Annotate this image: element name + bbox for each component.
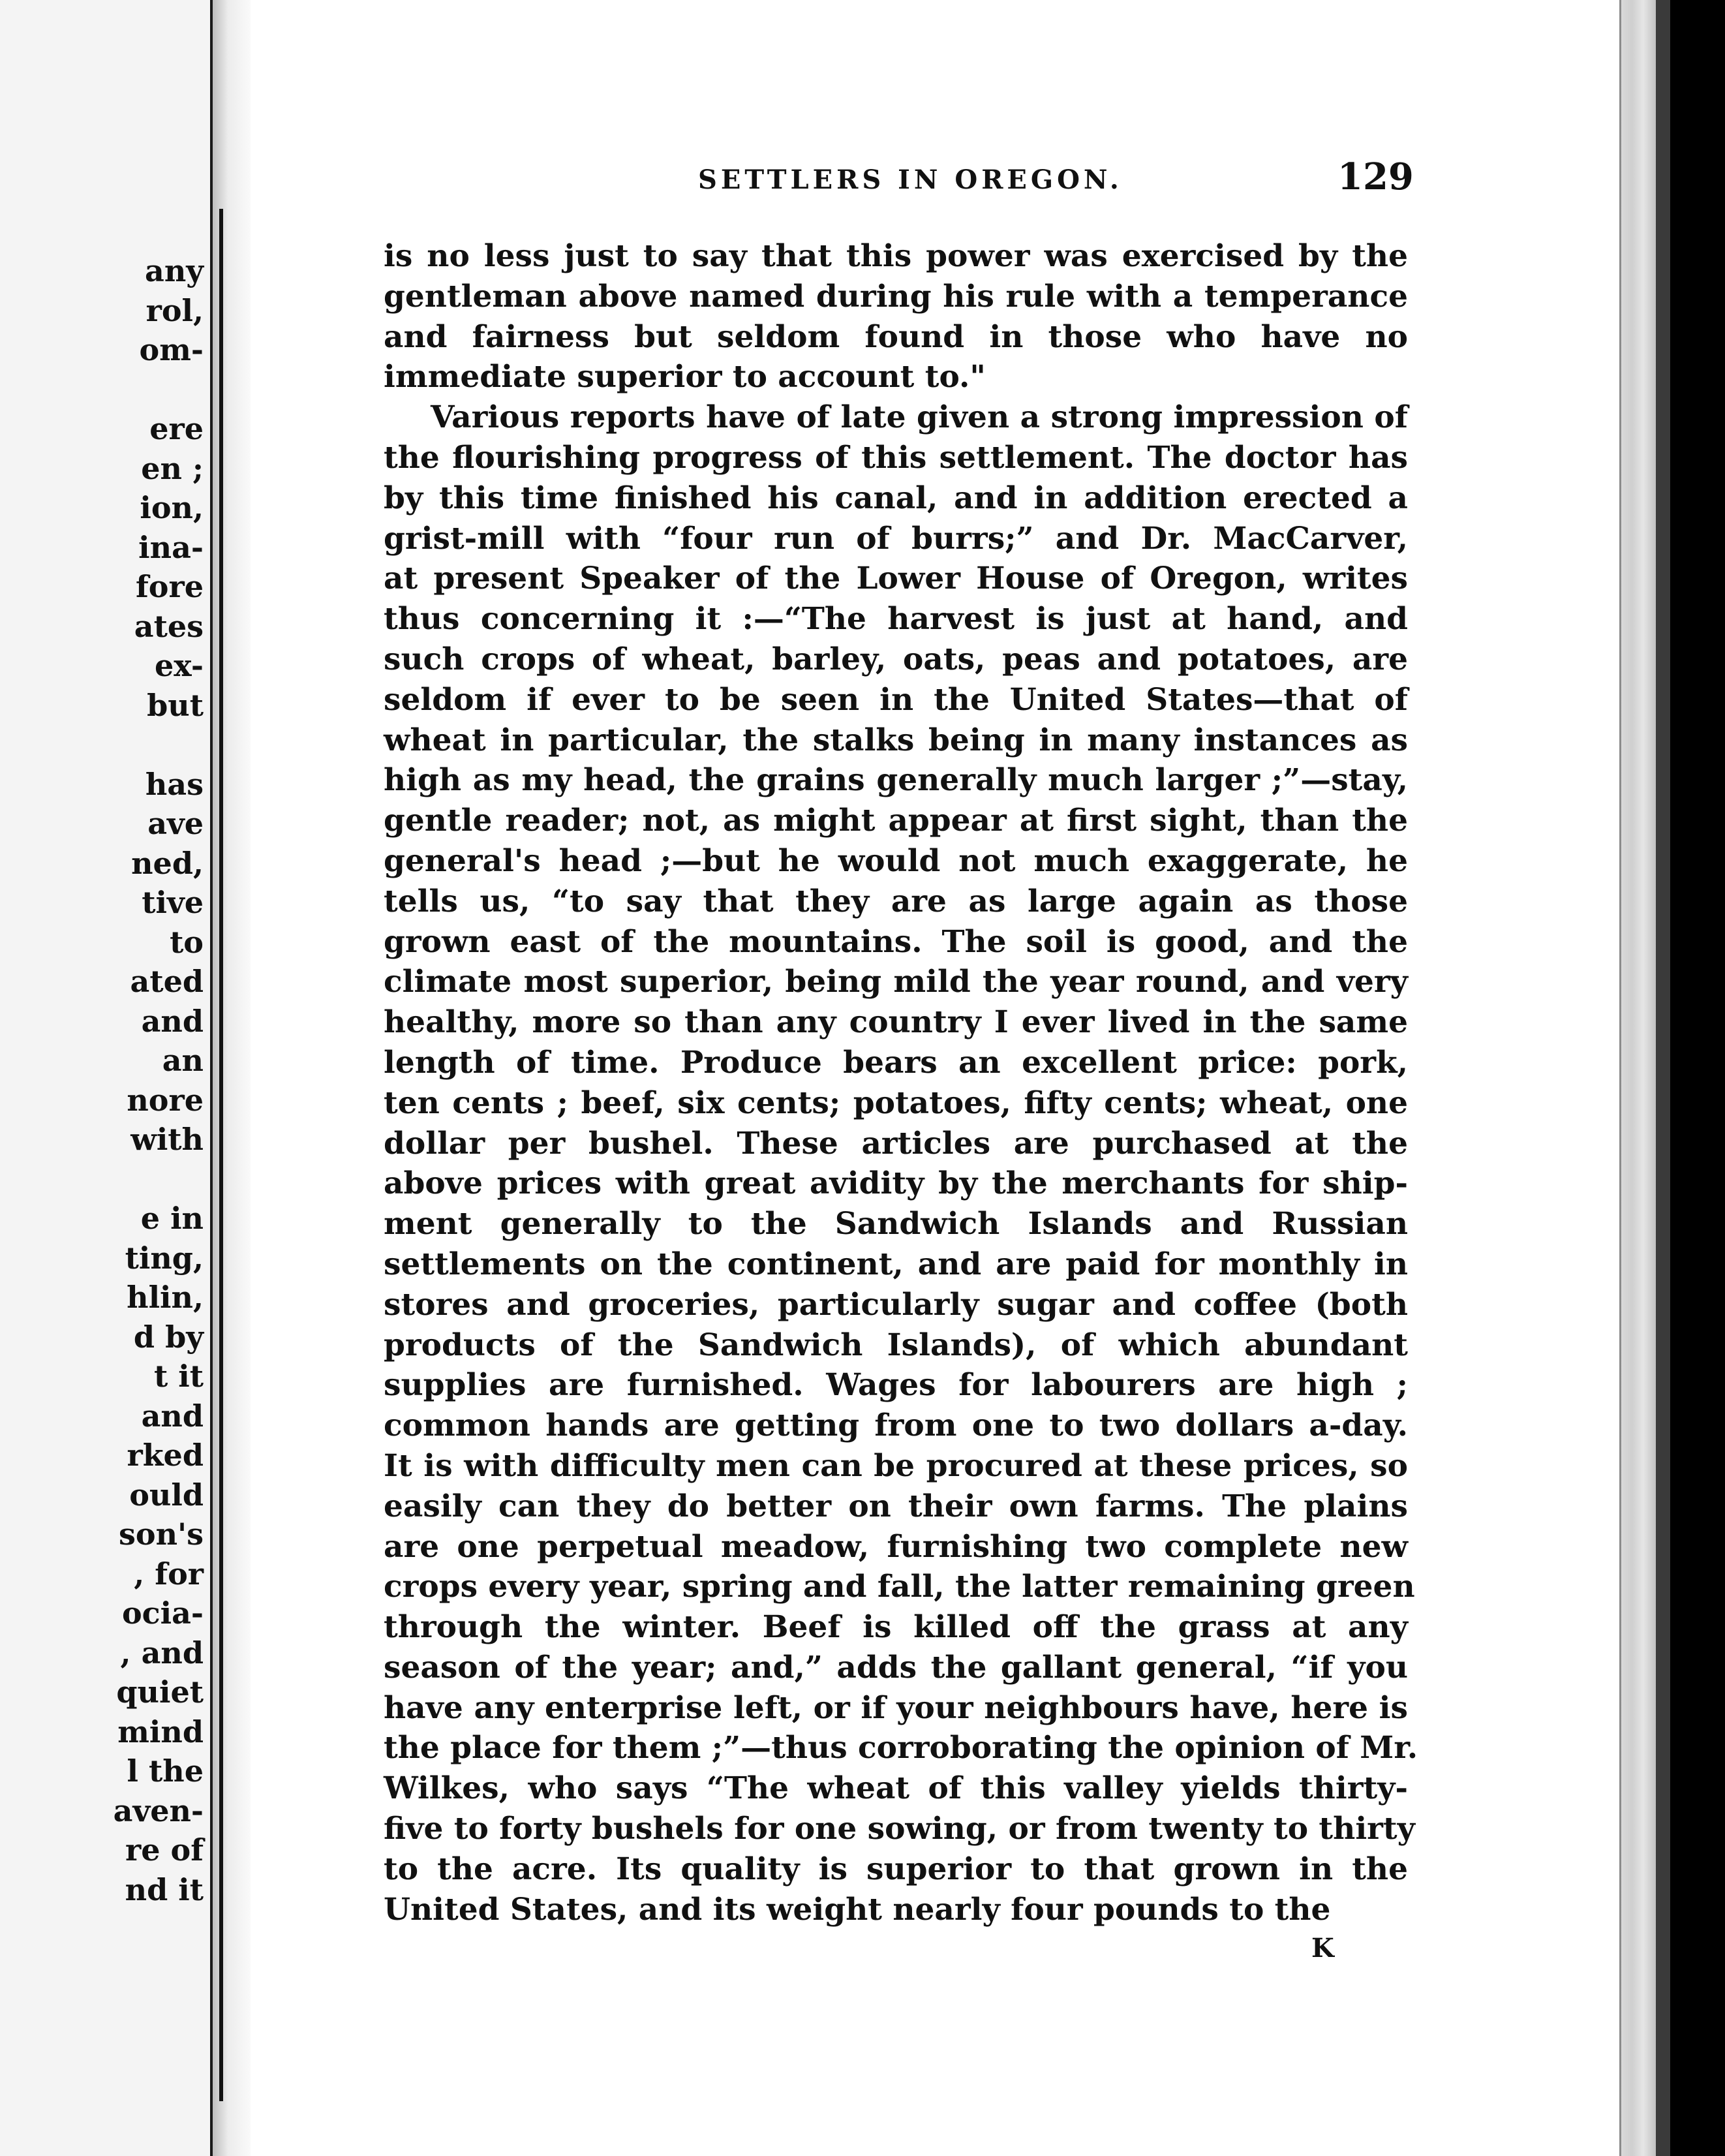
facing-page-fragment: and bbox=[141, 1398, 204, 1434]
text-line: grown east of the mountains. The soil is good, and the bbox=[384, 923, 1408, 960]
facing-page-fragment: quiet bbox=[116, 1674, 204, 1710]
facing-page-fragment: and bbox=[141, 1003, 204, 1039]
text-line: grist-mill with “four run of burrs;” and Dr. MacCarver, bbox=[384, 520, 1408, 557]
facing-page-fragment: nd it bbox=[125, 1871, 204, 1907]
facing-page-fragment: has bbox=[145, 766, 204, 802]
facing-page-fragment: ates bbox=[134, 608, 204, 644]
book-gutter bbox=[213, 0, 251, 2156]
facing-page-fragment: aven- bbox=[113, 1793, 204, 1828]
text-line: the flourishing progress of this settlement. The doctor has bbox=[384, 439, 1408, 476]
text-line: easily can they do better on their own farms. The plains bbox=[384, 1488, 1408, 1524]
facing-page-fragment: son's bbox=[118, 1517, 204, 1552]
facing-page-fragment: e in bbox=[140, 1201, 204, 1236]
text-line: It is with difficulty men can be procured at these prices, so bbox=[384, 1447, 1408, 1484]
text-line: five to forty bushels for one sowing, or from twenty to thirty bbox=[384, 1811, 1415, 1847]
text-line: general's head ;—but he would not much exaggerate, he bbox=[384, 842, 1408, 879]
background-outside-book bbox=[1670, 0, 1725, 2156]
facing-page-fragment: but bbox=[147, 687, 204, 723]
text-line: thus concerning it :—“The harvest is just at hand, and bbox=[384, 601, 1408, 638]
facing-page-fragment: , for bbox=[134, 1556, 204, 1592]
facing-page-fragment: ina- bbox=[138, 529, 204, 565]
facing-page-fragment: l the bbox=[127, 1753, 204, 1789]
text-line: common hands are getting from one to two dollars a-day. bbox=[384, 1408, 1408, 1444]
facing-page-fragment: d by bbox=[133, 1319, 204, 1355]
text-line: wheat in particular, the stalks being in many instances as bbox=[384, 722, 1408, 758]
text-line: Wilkes, who says “The wheat of this valley yields thirty- bbox=[384, 1770, 1408, 1807]
text-line: dollar per bushel. These articles are purchased at the bbox=[384, 1125, 1408, 1162]
text-line: immediate superior to account to." bbox=[384, 359, 986, 395]
text-line: is no less just to say that this power was exercised by the bbox=[384, 238, 1408, 274]
facing-page-fragment: ocia- bbox=[121, 1595, 204, 1631]
facing-page-fragment: ere bbox=[149, 411, 204, 446]
facing-page-fragment: fore bbox=[136, 569, 204, 604]
body-text bbox=[384, 236, 1418, 1930]
text-line: high as my head, the grains generally much larger ;”—stay, bbox=[384, 762, 1408, 799]
facing-page-fragment: om- bbox=[139, 332, 204, 367]
facing-page-fragment: hlin, bbox=[127, 1280, 204, 1315]
facing-page-left bbox=[0, 0, 213, 2156]
facing-page-text-fragments bbox=[0, 251, 210, 1909]
facing-page-fragment: an bbox=[162, 1043, 204, 1078]
text-line: United States, and its weight nearly four pounds to the bbox=[384, 1891, 1331, 1928]
paragraph-start-line: Various reports have of late given a strong impression of bbox=[431, 399, 1408, 436]
text-line: seldom if ever to be seen in the United States—that of bbox=[384, 681, 1408, 718]
text-line: the place for them ;”—thus corroborating the opinion of Mr. bbox=[384, 1730, 1418, 1766]
text-line: settlements on the continent, and are paid for monthly in bbox=[384, 1246, 1408, 1282]
text-line: and fairness but seldom found in those who have no bbox=[384, 318, 1408, 355]
text-line: supplies are furnished. Wages for labourers are high ; bbox=[384, 1367, 1408, 1404]
facing-page-fragment: re of bbox=[125, 1832, 204, 1868]
text-line: through the winter. Beef is killed off the grass at any bbox=[384, 1609, 1408, 1646]
facing-page-fragment: en ; bbox=[141, 450, 204, 486]
facing-page-fragment: nore bbox=[127, 1082, 204, 1118]
spine-shadow-line bbox=[219, 209, 223, 2101]
text-line: length of time. Produce bears an excellent price: pork, bbox=[384, 1044, 1408, 1081]
facing-page-fragment: with bbox=[130, 1122, 204, 1157]
text-line: by this time finished his canal, and in addition erected a bbox=[384, 480, 1408, 516]
text-line: season of the year; and,” adds the gallant general, “if you bbox=[384, 1649, 1408, 1686]
facing-page-fragment: ould bbox=[129, 1477, 204, 1513]
text-line: products of the Sandwich Islands), of which abundant bbox=[384, 1327, 1408, 1363]
facing-page-fragment: t it bbox=[154, 1359, 204, 1394]
facing-page-fragment: ated bbox=[130, 964, 204, 999]
facing-page-fragment: , and bbox=[120, 1635, 204, 1671]
text-line: ment generally to the Sandwich Islands and Russian bbox=[384, 1206, 1408, 1242]
text-line: tells us, “to say that they are as large again as those bbox=[384, 883, 1408, 919]
text-line: above prices with great avidity by the merchants for ship- bbox=[384, 1165, 1408, 1202]
cover-edge bbox=[1656, 0, 1670, 2156]
facing-page-fragment bbox=[0, 725, 210, 765]
facing-page-fragment: to bbox=[170, 924, 204, 960]
facing-page-fragment: any bbox=[145, 253, 204, 288]
text-line: to the acre. Its quality is superior to that grown in the bbox=[384, 1851, 1408, 1887]
facing-page-fragment: ex- bbox=[155, 648, 204, 683]
facing-page-fragment: ave bbox=[147, 806, 204, 841]
facing-page-fragment: mind bbox=[117, 1714, 204, 1749]
facing-page-fragment: ned, bbox=[131, 845, 204, 881]
text-line: at present Speaker of the Lower House of Oregon, writes bbox=[384, 561, 1408, 597]
facing-page-fragment: rked bbox=[127, 1438, 204, 1473]
facing-page-fragment: ting, bbox=[125, 1240, 204, 1276]
signature-mark: K bbox=[1311, 1933, 1334, 1964]
facing-page-fragment bbox=[0, 1160, 210, 1199]
text-line: such crops of wheat, barley, oats, peas and potatoes, are bbox=[384, 641, 1408, 677]
text-line: have any enterprise left, or if your neighbours have, here is bbox=[384, 1689, 1408, 1726]
running-head: SETTLERS IN OREGON. bbox=[698, 164, 1123, 195]
page-number: 129 bbox=[1337, 155, 1414, 198]
page-header bbox=[450, 155, 1429, 201]
facing-page-fragment: tive bbox=[142, 885, 204, 920]
text-line: climate most superior, being mild the year round, and very bbox=[384, 964, 1408, 1000]
facing-page-fragment: ion, bbox=[140, 490, 204, 525]
text-line: crops every year, spring and fall, the latter remaining green bbox=[384, 1569, 1415, 1605]
text-line: are one perpetual meadow, furnishing two complete new bbox=[384, 1528, 1408, 1565]
text-line: ten cents ; beef, six cents; potatoes, fifty cents; wheat, one bbox=[384, 1085, 1408, 1121]
text-line: healthy, more so than any country I ever lived in the same bbox=[384, 1004, 1408, 1041]
text-line: gentle reader; not, as might appear at first sight, than the bbox=[384, 803, 1408, 839]
page-stack-edge bbox=[1619, 0, 1658, 2156]
facing-page-fragment: rol, bbox=[145, 292, 204, 328]
text-line: gentleman above named during his rule with a temperance bbox=[384, 278, 1408, 315]
text-line: stores and groceries, particularly sugar and coffee (both bbox=[384, 1286, 1408, 1323]
facing-page-fragment bbox=[0, 370, 210, 410]
